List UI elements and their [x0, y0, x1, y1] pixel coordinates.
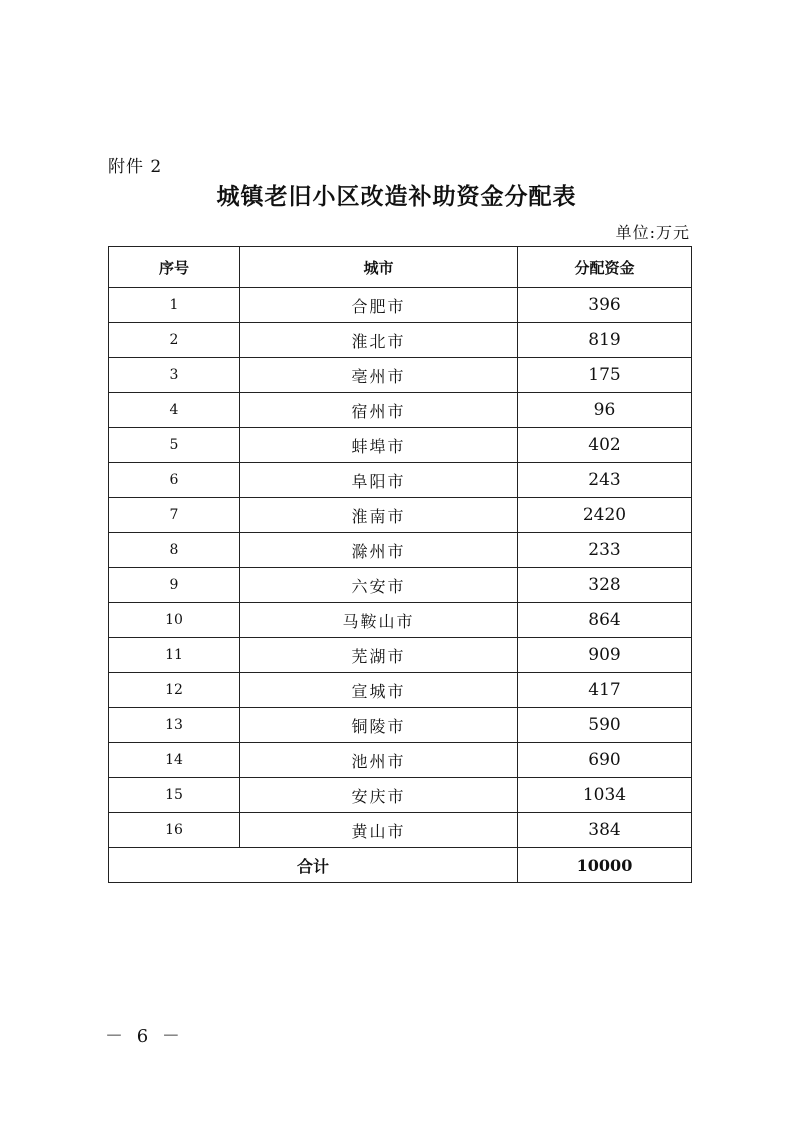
- row-index: 12: [109, 673, 240, 708]
- row-amount: 233: [518, 533, 692, 568]
- row-city: 黄山市: [240, 813, 518, 848]
- row-index: 6: [109, 463, 240, 498]
- total-amount: 10000: [518, 848, 692, 883]
- row-index: 10: [109, 603, 240, 638]
- row-index: 3: [109, 358, 240, 393]
- row-index: 2: [109, 323, 240, 358]
- table-row: [109, 778, 692, 813]
- table-row: [109, 673, 692, 708]
- row-amount: 590: [518, 708, 692, 743]
- row-city: 六安市: [240, 568, 518, 603]
- row-index: 9: [109, 568, 240, 603]
- table-row: [109, 428, 692, 463]
- row-amount: 243: [518, 463, 692, 498]
- table-row: [109, 358, 692, 393]
- table-row: [109, 638, 692, 673]
- row-index: 5: [109, 428, 240, 463]
- row-amount: 909: [518, 638, 692, 673]
- page-number: － 6 －: [105, 1026, 184, 1047]
- row-amount: 417: [518, 673, 692, 708]
- row-amount: 175: [518, 358, 692, 393]
- table-row: [109, 393, 692, 428]
- table-row: [109, 568, 692, 603]
- table-row: [109, 533, 692, 568]
- row-city: 芜湖市: [240, 638, 518, 673]
- row-index: 16: [109, 813, 240, 848]
- row-amount: 328: [518, 568, 692, 603]
- table-row: [109, 323, 692, 358]
- row-city: 滁州市: [240, 533, 518, 568]
- table-row: [109, 813, 692, 848]
- row-city: 合肥市: [240, 288, 518, 323]
- table-row: [109, 463, 692, 498]
- row-city: 池州市: [240, 743, 518, 778]
- row-city: 淮北市: [240, 323, 518, 358]
- row-amount: 396: [518, 288, 692, 323]
- row-amount: 1034: [518, 778, 692, 813]
- row-amount: 2420: [518, 498, 692, 533]
- row-amount: 96: [518, 393, 692, 428]
- row-index: 7: [109, 498, 240, 533]
- row-city: 阜阳市: [240, 463, 518, 498]
- table-row: [109, 498, 692, 533]
- row-index: 8: [109, 533, 240, 568]
- row-city: 亳州市: [240, 358, 518, 393]
- row-city: 宣城市: [240, 673, 518, 708]
- row-index: 4: [109, 393, 240, 428]
- row-index: 14: [109, 743, 240, 778]
- table-row: [109, 708, 692, 743]
- row-index: 11: [109, 638, 240, 673]
- table-row: [109, 288, 692, 323]
- table-row: [109, 603, 692, 638]
- header-index: 序号: [109, 247, 240, 288]
- table-row: [109, 743, 692, 778]
- row-index: 13: [109, 708, 240, 743]
- row-amount: 402: [518, 428, 692, 463]
- row-city: 马鞍山市: [240, 603, 518, 638]
- row-city: 铜陵市: [240, 708, 518, 743]
- row-city: 蚌埠市: [240, 428, 518, 463]
- total-label: 合计: [109, 848, 518, 883]
- row-amount: 384: [518, 813, 692, 848]
- allocation-table: [108, 246, 692, 883]
- table-header-row: [109, 247, 692, 288]
- row-amount: 690: [518, 743, 692, 778]
- header-amount: 分配资金: [518, 247, 692, 288]
- row-city: 安庆市: [240, 778, 518, 813]
- row-city: 淮南市: [240, 498, 518, 533]
- row-amount: 864: [518, 603, 692, 638]
- unit-label: 单位:万元: [615, 223, 690, 242]
- row-city: 宿州市: [240, 393, 518, 428]
- document-title: 城镇老旧小区改造补助资金分配表: [216, 183, 577, 210]
- header-city: 城市: [240, 247, 518, 288]
- row-index: 15: [109, 778, 240, 813]
- row-index: 1: [109, 288, 240, 323]
- total-row: [109, 848, 692, 883]
- row-amount: 819: [518, 323, 692, 358]
- attachment-label: 附件 2: [108, 157, 163, 177]
